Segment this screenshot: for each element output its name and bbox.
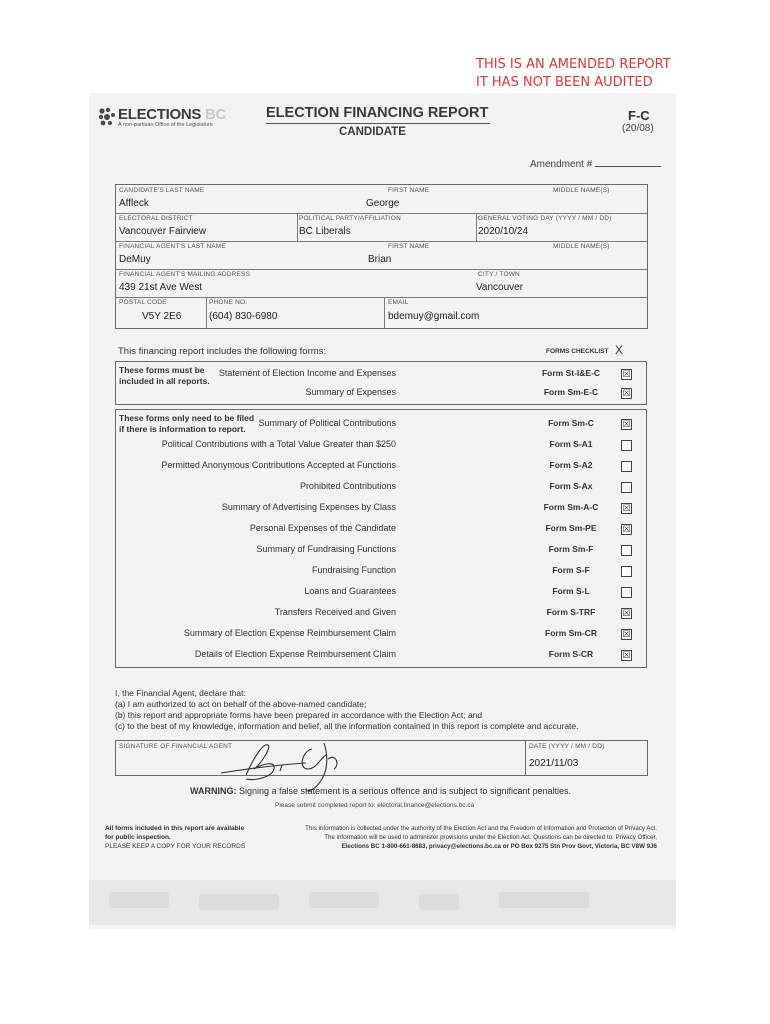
form-checkbox[interactable]: ☒ [622,419,631,429]
form-description: Summary of Advertising Expenses by Class [221,502,396,512]
optional-forms-box [115,409,647,668]
agent-first-name-label: FIRST NAME [388,243,430,250]
candidate-last-name-label: CANDIDATE'S LAST NAME [119,187,205,194]
optional-note [119,413,254,435]
form-checkbox[interactable] [621,440,632,451]
agent-last-name[interactable]: DeMuy [119,254,151,265]
signature-field[interactable] [115,740,526,776]
amended-notice-line-2: IT HAS NOT BEEN AUDITED [476,75,653,90]
district-value[interactable]: Vancouver Fairview [119,226,207,237]
phone-value[interactable]: (604) 830-6980 [209,311,278,322]
form-checkbox[interactable] [621,545,632,556]
form-description: Summary of Political Contributions [258,418,396,428]
form-code-label: Form S-A2 [549,460,593,470]
form-code-label: Form St-I&E-C [541,368,601,378]
form-checkbox[interactable] [621,461,632,472]
blurred-scan-strip [89,880,676,925]
form-description: Statement of Election Income and Expenses [218,368,396,378]
district-label: ELECTORAL DISTRICT [119,215,193,222]
amended-notice-line-1: THIS IS AN AMENDED REPORT [476,57,671,72]
footer-left-line-2: for public inspection. [105,834,171,841]
party-label: POLITICAL PARTY/AFFILIATION [299,215,401,222]
form-checkbox[interactable]: ☒ [622,629,631,639]
checklist-intro: This financing report includes the following forms: [118,346,327,357]
title-rule [266,123,490,124]
candidate-middle-name-label: MIDDLE NAME(S) [553,187,610,194]
form-checkbox[interactable]: ☒ [622,388,631,398]
required-forms-box [115,361,647,405]
footer-left-line-3: PLEASE KEEP A COPY FOR YOUR RECORDS [105,843,246,850]
email-label: EMAIL [388,299,409,306]
footer-right [265,824,657,851]
form-code-label: Form Sm-A-C [543,502,599,512]
required-note-line-2: included in all reports. [119,376,210,386]
form-checkbox[interactable]: ☒ [622,608,631,618]
form-description: Fundraising Function [311,565,396,575]
form-code-label: Form S-L [552,586,590,596]
footer-right-line-2: The information will be used to administer provisions under the Election Act. Questions can be directed to: Privacy Officer, [324,834,657,841]
form-code-label: Form S-F [552,565,590,575]
postal-label: POSTAL CODE [119,299,167,306]
form-checkbox[interactable]: ☒ [622,503,631,513]
logo-bc: BC [205,106,227,123]
email-value[interactable]: bdemuy@gmail.com [388,311,480,322]
address-value[interactable]: 439 21st Ave West [119,282,203,293]
amendment-field[interactable] [530,156,661,170]
form-code-label: Form Sm-C [548,418,594,428]
declaration-line: (b) this report and appropriate forms have been prepared in accordance with the Election Act; and [115,710,483,720]
form-code-label: Form S-Ax [549,481,593,491]
form-description: Details of Election Expense Reimbursement Claim [194,649,396,659]
form-checkbox[interactable] [621,482,632,493]
footer-left [105,824,245,851]
agent-first-name[interactable]: Brian [368,254,392,265]
amendment-blank[interactable] [595,156,661,167]
phone-label: PHONE NO. [209,299,248,306]
city-value[interactable]: Vancouver [476,282,524,293]
form-code-label: Form Sm-E-C [543,387,599,397]
optional-note-line-2: if there is information to report. [119,424,246,434]
declaration-line: (a) I am authorized to act on behalf of the above-named candidate; [115,699,367,709]
candidate-first-name[interactable]: George [366,198,400,209]
form-checkbox[interactable] [621,587,632,598]
voting-day-value[interactable]: 2020/10/24 [478,226,529,237]
amended-notice [476,56,671,92]
party-value[interactable]: BC Liberals [299,226,351,237]
form-description: Summary of Expenses [305,387,396,397]
forms-checklist-heading: FORMS CHECKLIST [546,348,609,355]
candidate-first-name-label: FIRST NAME [388,187,430,194]
address-label: FINANCIAL AGENT'S MAILING ADDRESS [119,271,251,278]
amendment-label: Amendment # [530,159,593,170]
optional-note-line-1: These forms only need to be filed [119,413,255,423]
submit-note: Please submit completed report to: electoral.finance@elections.bc.ca [275,802,475,809]
forms-checklist-mark: X [615,343,624,357]
signature-image [216,735,366,793]
logo-wordmark [118,106,226,123]
form-code: F-C [628,108,650,123]
declaration-text [115,688,579,732]
form-description: Prohibited Contributions [299,481,396,491]
form-code-label: Form S-TRF [546,607,596,617]
date-field[interactable] [525,740,648,776]
footer-right-line-1: This information is collected under the authority of the Election Act and the Freedom of Information and Protection of Privacy Act. [305,825,657,832]
report-title: ELECTION FINANCING REPORT [266,105,489,121]
footer-left-line-1: All forms included in this report are available [105,825,245,832]
form-code-label: Form S-CR [548,649,594,659]
form-checkbox[interactable]: ☒ [622,650,631,660]
form-description: Loans and Guarantees [304,586,396,596]
form-revision: (20/08) [622,123,654,134]
agent-last-name-label: FINANCIAL AGENT'S LAST NAME [119,243,227,250]
declaration-line: (c) to the best of my knowledge, information and belief, all the information contained in this report is complete and accurate. [115,721,579,731]
form-description: Transfers Received and Given [274,607,396,617]
city-label: CITY / TOWN [478,271,520,278]
elections-bc-logo-icon [97,106,117,128]
date-value[interactable]: 2021/11/03 [529,758,579,769]
form-checkbox[interactable]: ☒ [622,524,631,534]
form-code-label: Form Sm-PE [545,523,597,533]
identification-grid [115,184,648,329]
candidate-last-name[interactable]: Affleck [119,198,149,209]
warning-body: Signing a false statement is a serious offence and is subject to significant penalties. [239,786,572,796]
form-description: Summary of Election Expense Reimbursement Claim [183,628,396,638]
form-code-label: Form S-A1 [549,439,593,449]
declaration-line: I, the Financial Agent, declare that: [115,688,246,698]
warning-label: WARNING: [190,786,237,796]
form-checkbox[interactable] [621,566,632,577]
logo-subtitle: A non-partisan Office of the Legislature [118,122,213,128]
required-note-line-1: These forms must be [119,365,205,375]
form-description: Personal Expenses of the Candidate [249,523,396,533]
warning-text [190,786,571,796]
date-label: DATE (YYYY / MM / DD) [529,743,605,750]
form-description: Permitted Anonymous Contributions Accepted at Functions [161,460,396,470]
form-checkbox[interactable]: ☒ [622,369,631,379]
agent-middle-name-label: MIDDLE NAME(S) [553,243,610,250]
signature-label: SIGNATURE OF FINANCIAL AGENT [119,743,233,750]
form-code-label: Form Sm-CR [545,628,597,638]
form-description: Summary of Fundraising Functions [256,544,396,554]
form-code-label: Form Sm-F [548,544,594,554]
voting-day-label: GENERAL VOTING DAY (YYYY / MM / DD) [478,215,612,222]
postal-value[interactable]: V5Y 2E6 [142,311,182,322]
footer-right-line-3: Elections BC 1-800-661-8683, privacy@elections.bc.ca or PO Box 9275 Stn Prov Govt, Victoria, BC V8W 9J6 [341,843,657,850]
logo-word: ELECTIONS [118,106,202,123]
form-description: Political Contributions with a Total Value Greater than $250 [161,439,396,449]
required-note [119,365,210,387]
report-subtitle: CANDIDATE [339,126,406,138]
